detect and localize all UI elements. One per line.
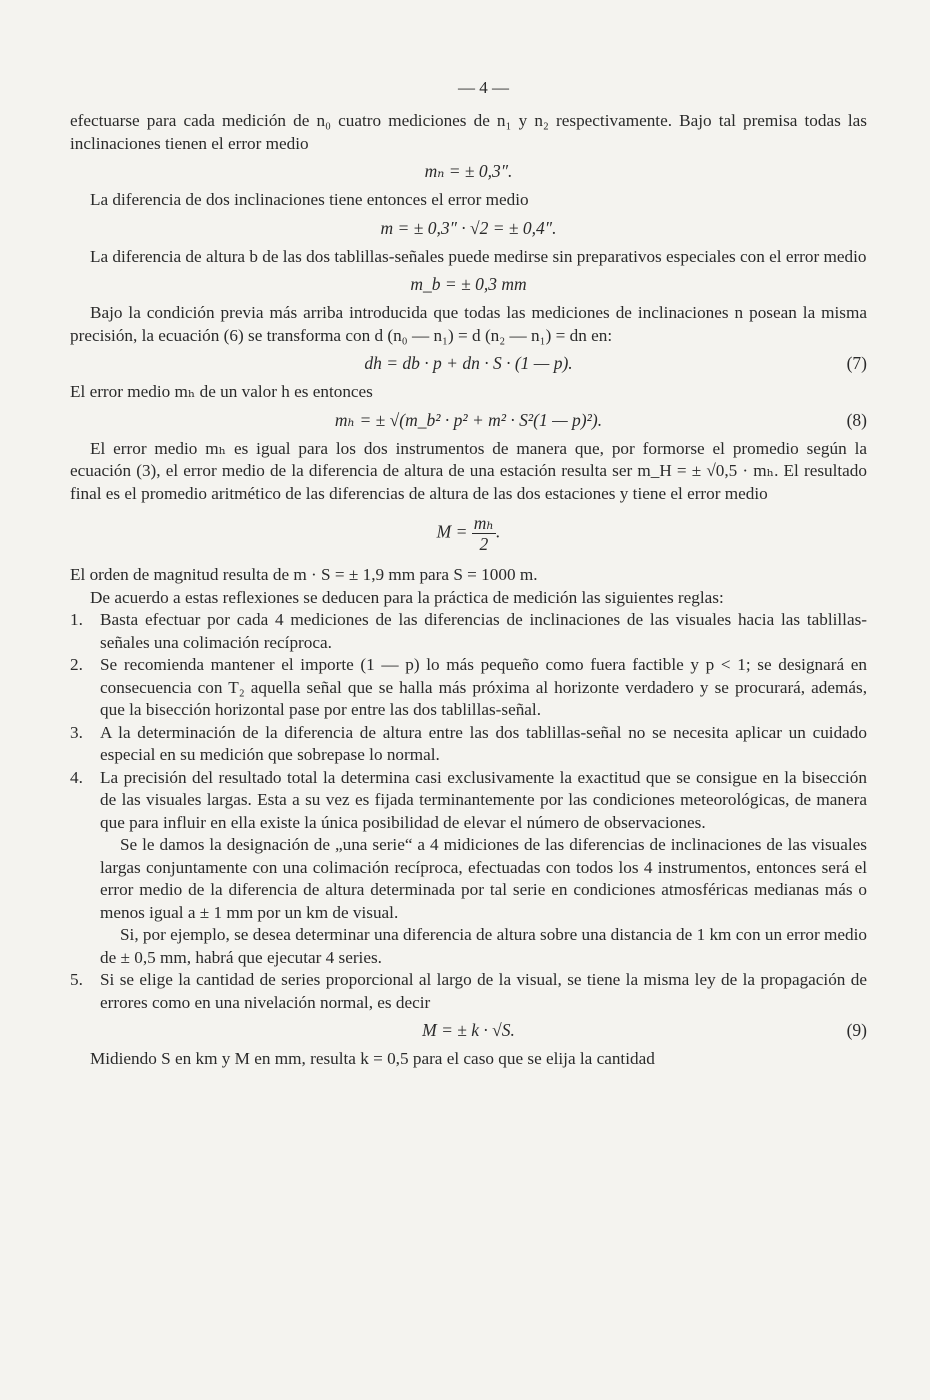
list-item-text: Si se elige la cantidad de series proporcional al largo de la visual, se tiene la misma ley de la propagación de errores como en una nivelación normal, es decir bbox=[100, 970, 867, 1012]
equation-7 bbox=[70, 351, 867, 375]
list-item bbox=[70, 767, 867, 970]
equation-M-lhs: M = bbox=[436, 521, 468, 542]
paragraph-6: El error medio mₕ es igual para los dos instrumentos de manera que, por formorse el promedio según la ecuación (3), el error medio de la diferencia de altura de una estación resulta ser m_H = ± √0,5 · mₕ. El resultado final es el promedio aritmético de las diferencias de altura de las dos estaciones y tiene el error medio bbox=[70, 438, 867, 503]
equation-m-text: m = ± 0,3″ · √2 = ± 0,4″. bbox=[380, 217, 557, 238]
list-item bbox=[70, 969, 867, 1014]
list-item-text: Basta efectuar por cada 4 mediciones de las diferencias de inclinaciones de las visuales hacia las tablillas-señales una colimación recíproca. bbox=[100, 610, 867, 652]
paragraph-7: El orden de magnitud resulta de m · S = ± 1,9 mm para S = 1000 m. bbox=[70, 565, 538, 584]
equation-mn-text: mₙ = ± 0,3″. bbox=[424, 161, 513, 181]
document-page bbox=[70, 78, 867, 1071]
list-item-number: 2. bbox=[70, 655, 83, 674]
equation-M-denominator: 2 bbox=[479, 534, 489, 554]
equation-mb bbox=[70, 272, 867, 296]
paragraph-5: El error medio mₕ de un valor h es entonces bbox=[70, 382, 373, 401]
list-item-number: 1. bbox=[70, 610, 83, 629]
equation-9-number: (9) bbox=[846, 1020, 867, 1040]
equation-M-fraction bbox=[472, 513, 496, 554]
list-item-text: Se recomienda mantener el importe (1 — p) lo más pequeño como fuera factible y p < 1; se designará en consecuencia con T₂ aquella señal que se halla más próxima al horizonte verdadero y se procurará, además, que la bisección horizontal pase por entre las dos tablillas-señal. bbox=[100, 655, 867, 719]
equation-m bbox=[70, 216, 867, 240]
equation-7-number: (7) bbox=[846, 353, 867, 373]
paragraph-4: Bajo la condición previa más arriba introducida que todas las mediciones de inclinaciones n posean la misma precisión, la ecuación (6) se transforma con d (n₀ — n₁) = d (n₂ — n₁) = dn en: bbox=[70, 303, 867, 345]
equation-M: M = $\frac{\text{mₕ}}{2}$ . bbox=[436, 513, 501, 554]
equation-8 bbox=[70, 408, 867, 432]
equation-8-text: mₕ = ± √(m_b² · p² + m² · S²(1 — p)²). bbox=[334, 409, 603, 430]
list-item bbox=[70, 722, 867, 767]
equation-7-text: dh = db · p + dn · S · (1 — p). bbox=[364, 353, 573, 373]
equation-9 bbox=[70, 1018, 867, 1042]
list-item bbox=[70, 654, 867, 722]
list-item-text: A la determinación de la diferencia de altura entre las dos tablillas-señal no se necesita aplicar un cuidado especial en su medición que sobrepase lo normal. bbox=[100, 722, 867, 764]
rule-4-paragraph-3: Si, por ejemplo, se desea determinar una diferencia de altura sobre una distancia de 1 km con un error medio de ± 0,5 mm, habrá que ejecutar 4 series. bbox=[100, 925, 867, 967]
list-item bbox=[70, 609, 867, 654]
list-item-number: 3. bbox=[70, 722, 83, 742]
paragraph-2: La diferencia de dos inclinaciones tiene entonces el error medio bbox=[90, 190, 529, 209]
equation-8-number: (8) bbox=[846, 409, 867, 430]
equation-M-numerator: mₕ bbox=[473, 513, 494, 533]
equation-9-text: M = ± k · √S. bbox=[422, 1020, 515, 1040]
equation-mn bbox=[70, 159, 867, 183]
paragraph-8: De acuerdo a estas reflexiones se deducen para la práctica de medición las siguientes reglas: bbox=[90, 587, 724, 607]
rule-4-paragraph-2: Se le damos la designación de „una serie“ a 4 midiciones de las diferencias de inclinaciones de las visuales largas conjuntamente con una colimación recíproca, efectuadas con todos los 4 instrumentos, entonces será el error medio de la diferencia de altura determinada por tal serie en condiciones atmosféricas medianas más o menos igual a ± 1 mm por un km de visual. bbox=[100, 835, 867, 922]
equation-mb-text: m_b = ± 0,3 mm bbox=[410, 274, 527, 294]
list-item-text: La precisión del resultado total la determina casi exclusivamente la exactitud que se consigue en la bisección de las visuales largas. Esta a su vez es fijada terminantemente por las condiciones meteorológicas, de manera que para influir en ella existe la única posibilidad de elevar el número de observaciones. bbox=[100, 767, 867, 832]
list-item-number: 5. bbox=[70, 970, 83, 989]
list-item-number: 4. bbox=[70, 767, 83, 787]
paragraph-1: efectuarse para cada medición de n₀ cuatro mediciones de n₁ y n₂ respectivamente. Bajo tal premisa todas las inclinaciones tienen el error medio bbox=[70, 111, 867, 153]
paragraph-3: La diferencia de altura b de las dos tablillas-señales puede medirse sin preparativos especiales con el error medio bbox=[90, 246, 867, 266]
page-number: — 4 — bbox=[458, 78, 509, 97]
rules-list bbox=[70, 609, 867, 1014]
paragraph-last: Midiendo S en km y M en mm, resulta k = 0,5 para el caso que se elija la cantidad bbox=[90, 1049, 655, 1068]
